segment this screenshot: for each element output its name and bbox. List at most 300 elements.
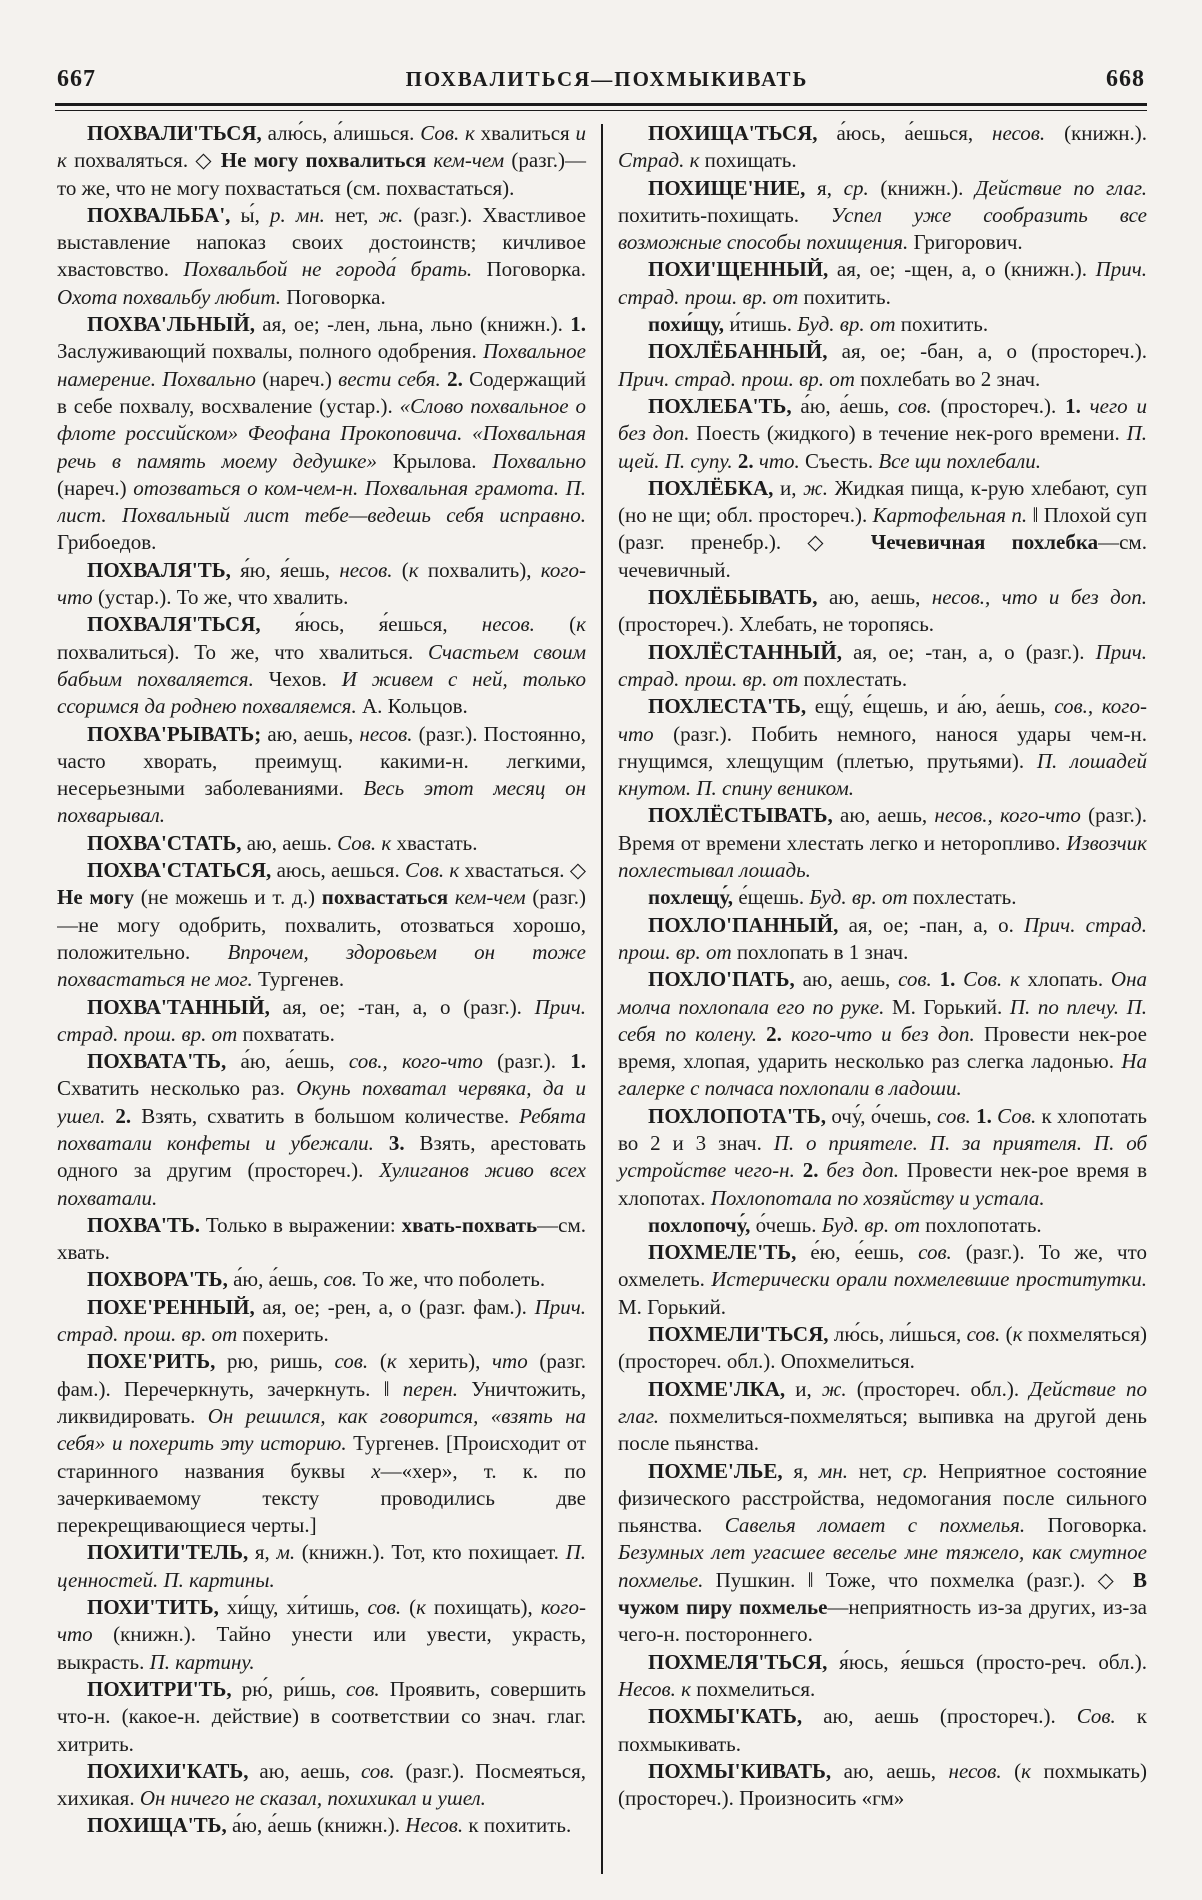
entry-segment: ПОХЛЁБЫВАТЬ, (648, 585, 829, 610)
entry-segment: Счастьем своим бабьим похваляется. (57, 639, 586, 691)
dictionary-entry (618, 884, 1147, 911)
entry-segment: ПОХВОРА'ТЬ, (87, 1267, 234, 1292)
entry-segment: ПОХВА'РЫВАТЬ; (87, 721, 268, 746)
dictionary-entry (618, 584, 1147, 639)
entry-segment: похмелиться. (696, 1676, 816, 1701)
entry-segment: Крылова. (392, 448, 493, 473)
entry-segment: несов., кого-что (934, 803, 1089, 828)
entry-segment: вести себя. (338, 366, 448, 391)
dictionary-entry (57, 1212, 586, 1267)
entry-segment: похитить. (900, 312, 989, 337)
dictionary-entry (618, 175, 1147, 257)
column-left (57, 120, 586, 1874)
entry-segment: похвастаться (321, 885, 455, 910)
entry-segment: ( (1005, 1322, 1013, 1347)
entry-segment: Он ничего не сказал, похихикал и ушел. (139, 1786, 486, 1811)
entry-segment: ‖ Плохой суп (разг. пренебр.). ◇ (618, 503, 1147, 555)
entry-segment: ПОХИТРИ'ТЬ, (87, 1676, 242, 1701)
entry-segment: 1. (570, 1049, 586, 1074)
entry-segment: Не могу (57, 885, 141, 910)
entry-segment: 2. (447, 366, 470, 391)
dictionary-entry (618, 693, 1147, 802)
entry-segment: ср. (902, 1458, 939, 1483)
dictionary-entry (618, 1649, 1147, 1704)
entry-segment: несов. (359, 721, 419, 746)
dictionary-entry (618, 311, 1147, 338)
entry-segment: На галерке с полчаса похлопали в ладоши. (618, 1049, 1147, 1101)
entry-segment: Прич. страд. прош. вр. от (57, 1294, 586, 1347)
entry-segment: аю, аешь (простореч.). (823, 1704, 1077, 1729)
entry-segment: что. (758, 448, 806, 473)
entry-segment: похлестать. (803, 666, 908, 691)
entry-segment: Прич. страд. прош. вр. от (618, 639, 1147, 691)
entry-segment: ПОХЛЕБА'ТЬ, (648, 393, 801, 418)
entry-segment: (не можешь и т. д.) (140, 885, 322, 910)
entry-segment: (разг.). Время от времени хлестать легко и неторопливо. (618, 803, 1147, 855)
entry-segment: Съесть. (805, 448, 879, 473)
entry-segment: В чужом пиру похмелье (618, 1567, 1147, 1620)
entry-segment: к (1021, 1758, 1044, 1783)
dictionary-entry (57, 1048, 586, 1212)
entry-segment: Прич. страд. прош. вр. от (57, 994, 586, 1046)
entry-segment: ПОХВА'ТАННЫЙ, (87, 994, 283, 1019)
entry-segment: Пушкин. ‖ Тоже, что похмелка (разг.). ◇ (715, 1567, 1133, 1592)
entry-segment: Сов. к (420, 121, 481, 145)
dictionary-entry (57, 1758, 586, 1813)
entry-segment: Провести нек-рое время в хлопотах. (618, 1158, 1147, 1210)
entry-segment: а́ю, а́ешь, (800, 393, 898, 418)
entry-segment: Окунь похватал червяка, да и ушел. (57, 1076, 586, 1128)
entry-segment: Буд. вр. от (797, 312, 901, 337)
entry-segment: Ребята похватали конфеты и убежали. (57, 1103, 586, 1155)
entry-segment: ПОХМЕ'ЛКА, (648, 1376, 796, 1401)
dictionary-entry (57, 1594, 586, 1676)
entry-segment: хвать-похвать (401, 1212, 538, 1237)
text-columns (57, 120, 1147, 1874)
entry-segment: похватать. (242, 1021, 335, 1046)
entry-segment: (простореч.). Хлебать, не торопясь. (618, 612, 935, 637)
entry-segment: И живем с ней, только ссоримся да роднею похваляемся. (57, 666, 586, 719)
entry-segment: я, (817, 175, 844, 200)
entry-segment: Взять, схватить в большом количестве. (141, 1103, 520, 1128)
entry-segment: а́ю, а́ешь, (240, 1049, 349, 1074)
entry-segment: а́юсь, а́ешься, (836, 121, 993, 145)
dictionary-entry (618, 1703, 1147, 1758)
entry-segment: несов. (948, 1758, 1015, 1783)
entry-segment: ср. (843, 175, 881, 200)
entry-segment: похлопотать. (925, 1212, 1042, 1237)
entry-segment: к похмыкивать. (618, 1704, 1147, 1756)
entry-segment: кем-чем (433, 148, 512, 173)
left-page-number: 667 (57, 66, 96, 92)
entry-segment: сов. (323, 1267, 363, 1292)
entry-segment: М. Горький. (618, 1294, 726, 1319)
entry-segment: П. ценностей. П. картины. (57, 1540, 586, 1592)
entry-segment: Поговорка. (486, 257, 586, 282)
entry-segment: 2. (737, 448, 759, 473)
dictionary-entry (618, 1212, 1147, 1239)
entry-segment: ПОХМЕЛЕ'ТЬ, (648, 1240, 811, 1265)
entry-segment: Весь этот месяц он похварывал. (57, 776, 586, 828)
dictionary-entry (618, 912, 1147, 967)
entry-segment: (разг.). Хвастливое выставление напоказ своих достоинств; кичливое хвастовство. (57, 202, 586, 282)
entry-segment: к (386, 1349, 409, 1374)
entry-segment: 1. (939, 967, 964, 992)
entry-segment: без доп. (826, 1158, 907, 1183)
entry-segment: Содержащий в себе похвалу, восхваление (устар.). (57, 366, 586, 418)
entry-segment: (простореч. обл.). (856, 1376, 1030, 1401)
entry-segment: Сов. (1076, 1704, 1137, 1729)
entry-segment: сов. (346, 1676, 390, 1701)
entry-segment: а́ю, а́ешь, (233, 1267, 324, 1292)
dictionary-entry (57, 857, 586, 993)
entry-segment: —неприятность из-за других, из-за чего-н. постороннего. (618, 1595, 1147, 1647)
entry-segment: я, (793, 1458, 819, 1483)
entry-segment: похитить. (803, 284, 891, 309)
entry-segment: (разг.). Посмеяться, хихикая. (57, 1758, 586, 1811)
entry-segment: похерить. (242, 1322, 329, 1347)
entry-segment: похлопать в 1 знач. (736, 939, 909, 964)
entry-segment: (устар.). То же, что хвалить. (97, 585, 349, 610)
entry-segment: о́чешь. (755, 1212, 822, 1237)
dictionary-entry (618, 1458, 1147, 1649)
entry-segment: хи́щу, хи́тишь, (226, 1595, 368, 1620)
entry-segment: (нареч.) (262, 366, 339, 391)
entry-segment: к (1012, 1322, 1028, 1347)
entry-segment: Тургенев. [Происходит от старинного названия буквы (57, 1431, 586, 1483)
entry-segment: ( (1014, 1758, 1022, 1783)
entry-segment: Охота похвальбу любит. (57, 284, 287, 309)
entry-segment: Прич. страд. прош. вр. от (618, 257, 1147, 309)
entry-segment: ПОХИТИ'ТЕЛЬ, (87, 1540, 255, 1565)
entry-segment: Поговорка. (286, 284, 386, 309)
entry-segment: я́юсь, я́ешься, (294, 612, 482, 637)
entry-segment: похищать. (704, 148, 797, 173)
entry-segment: Сов. к (963, 967, 1028, 992)
entry-segment: ПОХЛЁСТАННЫЙ, (648, 639, 854, 664)
entry-segment: и к (57, 121, 586, 173)
entry-segment: Не могу похвалиться (220, 148, 434, 173)
entry-segment: ПОХВА'СТАТЬ, (87, 830, 247, 855)
entry-segment: ПОХЛЕСТА'ТЬ, (648, 694, 815, 719)
entry-segment: ая, ое; -рен, а, о (разг. фам.). (262, 1294, 535, 1319)
entry-segment: ая, ое; -лен, льна, льно (книжн.). (262, 312, 571, 337)
entry-segment: ПОХМЕЛИ'ТЬСЯ, (648, 1322, 834, 1347)
entry-segment: я́юсь, я́ешься (просто-реч. обл.). (839, 1649, 1147, 1674)
entry-segment: Похлопотала по хозяйству и устала. (710, 1185, 1045, 1210)
entry-segment: кого-что и без доп. (791, 1021, 984, 1046)
entry-segment: ( (379, 1349, 387, 1374)
entry-segment: чего и без доп. (618, 393, 1147, 446)
entry-segment: и́тишь. (729, 312, 798, 337)
entry-segment: ПОХЛЁБАННЫЙ, (648, 339, 842, 364)
entry-segment: Прич. страд. прош. вр. от (618, 366, 861, 391)
entry-segment: хлопать. (1027, 967, 1111, 992)
entry-segment: Тургенев. (257, 967, 345, 992)
entry-segment: похлестать. (912, 885, 1017, 910)
entry-segment: ая, ое; -пан, а, о. (848, 912, 1025, 937)
entry-segment: (книжн.). Тайно унести или увести, украсть, выкрасть. (57, 1622, 586, 1674)
entry-segment: ая, ое; -тан, а, о (разг.). (282, 994, 535, 1019)
entry-segment: (разг.). (497, 1049, 571, 1074)
dictionary-entry (57, 557, 586, 612)
entry-segment: ПОХИ'ТИТЬ, (87, 1595, 227, 1620)
entry-segment: —см. чечевичный. (618, 530, 1147, 582)
entry-segment: ПОХМЕЛЯ'ТЬСЯ, (648, 1649, 840, 1674)
entry-segment: (разг.). Постоянно, часто хворать, преимущ. какими-н. легкими, несерьезными заболеваниями. (57, 721, 586, 801)
entry-segment: аю, аешь. (246, 830, 338, 855)
entry-segment: А. Кольцов. (361, 694, 468, 719)
entry-segment: и, (780, 475, 804, 500)
entry-segment: хвастаться. ◇ (464, 858, 586, 883)
dictionary-entry (618, 256, 1147, 311)
dictionary-entry (57, 721, 586, 830)
column-right (618, 120, 1147, 1874)
entry-segment: (разг.)—не могу одобрить, похвалить, отозваться хорошо, положительно. (57, 885, 586, 964)
entry-segment: Чехов. (268, 666, 342, 691)
entry-segment: ПОХЛО'ПАТЬ, (648, 967, 803, 992)
entry-segment: —«хер», т. к. по зачеркиваемому тексту проводились две перекрещивающиеся черты.] (57, 1458, 586, 1538)
entry-segment: (разг.). Побить немного, нанося удары чем-н. гнущимся, хлещущим (плетью, прутьями). (618, 721, 1147, 773)
entry-segment: аю, аешь, (267, 721, 360, 746)
entry-segment: аю, аешь, (259, 1758, 361, 1783)
entry-segment: ПОХВАТА'ТЬ, (87, 1049, 241, 1074)
dictionary-entry (57, 611, 586, 720)
entry-segment: кого-что (57, 557, 587, 610)
entry-segment: ПОХМЫ'КАТЬ, (648, 1704, 824, 1729)
dictionary-entry (618, 1103, 1147, 1212)
entry-segment: похвалиться). То же, что хвалиться. (57, 639, 428, 664)
entry-segment: похлещу́, (648, 885, 739, 910)
dictionary-entry (57, 1812, 586, 1839)
entry-segment: м. (276, 1540, 302, 1565)
entry-segment: нет, (335, 202, 379, 227)
entry-segment: несов., что и без доп. (931, 585, 1147, 610)
entry-segment: аю, аешь, (840, 803, 935, 828)
entry-segment: П. картину. (149, 1649, 255, 1674)
entry-segment: П. лошадей кнутом. П. спину веником. (618, 748, 1147, 801)
dictionary-entry (618, 1758, 1147, 1813)
entry-segment: М. Горький. (891, 994, 1010, 1019)
dictionary-entry (57, 1348, 586, 1539)
entry-segment: похмелиться-похмеляться; выпивка на другой день после пьянства. (618, 1403, 1147, 1456)
entry-segment: сов. (334, 1349, 380, 1374)
entry-segment: херить), (408, 1349, 493, 1374)
entry-segment: ПОХМЫ'КИВАТЬ, (648, 1758, 844, 1783)
entry-segment: П. по плечу. П. себя по колену. (618, 994, 1147, 1046)
entry-segment: П. щей. П. супу. (618, 421, 1147, 473)
dictionary-entry (57, 994, 586, 1049)
entry-segment: а́ю, а́ешь (книжн.). (231, 1813, 406, 1838)
entry-segment: 2. (766, 1021, 792, 1046)
entry-segment: похлопочу́, (648, 1212, 756, 1237)
dictionary-entry (57, 311, 586, 557)
dictionary-entry (57, 120, 586, 202)
entry-segment: Извозчик похлестывал лошадь. (618, 830, 1147, 883)
entry-segment: Поесть (жидкого) в течение нек-рого времени. (696, 421, 1127, 446)
entry-segment: сов. (937, 1103, 977, 1128)
entry-segment: Заслуживающий похвалы, полного одобрения. (57, 339, 483, 364)
entry-segment: ж. (378, 202, 414, 227)
entry-segment: ( (569, 612, 577, 637)
entry-segment: Картофельная п. (872, 503, 1033, 528)
entry-segment: похмыкать) (простореч.). Произносить «гм» (618, 1758, 1147, 1811)
entry-segment: ПОХИЩА'ТЬСЯ, (648, 121, 837, 145)
entry-segment: р. мн. (269, 202, 335, 227)
entry-segment: е́щешь. (738, 885, 810, 910)
entry-segment: несов. (992, 121, 1065, 145)
dictionary-entry (618, 475, 1147, 584)
entry-segment: (разг.). То же, что охмелеть. (618, 1240, 1147, 1292)
entry-segment: Буд. вр. от (821, 1212, 926, 1237)
entry-segment: похваляться. ◇ (74, 148, 221, 173)
entry-segment: отозваться о ком-чем-н. Похвальная грамота. П. лист. Похвальный лист тебе—ведешь себя исправно. (57, 475, 586, 528)
entry-segment: похищать), (433, 1595, 541, 1620)
entry-segment: ПОХЛЁСТЫВАТЬ, (648, 803, 841, 828)
entry-segment: (нареч.) (57, 475, 134, 500)
entry-segment: похвалить), (427, 557, 541, 582)
entry-segment: ПОХЛЁБКА, (648, 475, 781, 500)
dictionary-entry (57, 1294, 586, 1349)
entry-segment: Сов. (997, 1103, 1042, 1128)
entry-segment: сов. (897, 393, 941, 418)
entry-segment: Уничтожить, ликвидировать. (57, 1376, 586, 1428)
entry-segment: Сов. к (337, 830, 397, 855)
entry-segment: (простореч.). (940, 393, 1066, 418)
entry-segment: (книжн.). Тот, кто похищает. (301, 1540, 566, 1565)
entry-segment: ая, ое; -бан, а, о (простореч.). (841, 339, 1147, 364)
entry-segment: аю, аешь, (802, 967, 899, 992)
entry-segment: Жидкая пища, к-рую хлебают, суп (но не щи; обл. простореч.). (618, 475, 1147, 528)
entry-segment: Неприятное состояние физического расстройства, недомогания после сильного пьянства. (618, 1458, 1147, 1538)
entry-segment: ПОХВАЛИ'ТЬСЯ, (87, 121, 268, 145)
entry-segment: и, (795, 1376, 822, 1401)
entry-segment: ПОХИХИ'КАТЬ, (87, 1758, 260, 1783)
entry-segment: Прич. страд. прош. вр. от (618, 912, 1147, 964)
entry-segment: сов. (367, 1595, 410, 1620)
entry-segment: «Слово похвальное о флоте российском» Феофана Прокоповича. «Похвальная речь в память моему дедушке» (57, 393, 586, 473)
entry-segment: Савелья ломает с похмелья. (724, 1513, 1048, 1538)
dictionary-entry (618, 338, 1147, 393)
dictionary-entry (57, 830, 586, 857)
entry-segment: —см. хвать. (57, 1212, 586, 1265)
entry-segment: что (492, 1349, 540, 1374)
entry-segment: кого-что (57, 1595, 586, 1647)
running-title: ПОХВАЛИТЬСЯ—ПОХМЫКИВАТЬ (405, 67, 809, 91)
entry-segment: Похвально (492, 448, 586, 473)
entry-segment: ая, ое; -тан, а, о (разг.). (853, 639, 1096, 664)
entry-segment: очу́, о́чешь, (831, 1103, 938, 1128)
entry-segment: Он решился, как говорится, «взять на себя» и похерить эту историю. (57, 1403, 586, 1456)
entry-segment: Успел уже сообразить все возможные способы похищения. (618, 202, 1147, 255)
entry-segment: Действие по глаг. (975, 175, 1147, 200)
entry-segment: похитить-похищать. (618, 202, 832, 227)
entry-segment: Она молча похлопала его по руке. (618, 967, 1147, 1019)
entry-segment: Несов. (405, 1813, 469, 1838)
entry-segment: аю, аешь, (828, 585, 932, 610)
entry-segment: Грибоедов. (57, 530, 157, 555)
entry-segment: 1. (976, 1103, 998, 1128)
dictionary-entry (618, 1321, 1147, 1376)
entry-segment: к (408, 557, 428, 582)
entry-segment: похлебать во 2 знач. (860, 366, 1041, 391)
entry-segment: алю́сь, а́лишься. (267, 121, 421, 145)
entry-segment: Поговорка. (1047, 1513, 1147, 1538)
entry-segment: (книжн.). (1064, 121, 1147, 145)
entry-segment: Страд. к (618, 148, 705, 173)
entry-segment: ПОХЕ'РИТЬ, (87, 1349, 227, 1374)
entry-segment: мн. (818, 1458, 859, 1483)
entry-segment: ПОХВАЛЬБА', (87, 202, 241, 227)
entry-segment: похи́щу, (648, 312, 730, 337)
entry-segment: Похвальбой не города́ брать. (183, 257, 487, 282)
entry-segment: к похитить. (468, 1813, 572, 1838)
entry-segment: Буд. вр. от (809, 885, 913, 910)
entry-segment: сов. (966, 1322, 1006, 1347)
entry-segment: я́ю, я́ешь, (240, 557, 340, 582)
entry-segment: х (371, 1458, 381, 1483)
entry-segment: ПОХИ'ЩЕННЫЙ, (648, 257, 837, 282)
entry-segment: я, (254, 1540, 277, 1565)
entry-segment: несов. (339, 557, 402, 582)
header-rule (55, 103, 1147, 111)
entry-segment: ы́, (240, 202, 270, 227)
entry-segment: хвалиться (480, 121, 576, 145)
entry-segment: Только в выражении: (205, 1212, 402, 1237)
entry-segment: ПОХВАЛЯ'ТЬ, (87, 557, 241, 582)
entry-segment: ж. (821, 1376, 857, 1401)
entry-segment: ПОХИЩА'ТЬ, (87, 1813, 232, 1838)
entry-segment: похмеляться) (простореч. обл.). Опохмелиться. (618, 1322, 1147, 1374)
entry-segment: ( (409, 1595, 417, 1620)
dictionary-entry (57, 202, 586, 311)
entry-segment: 2. (115, 1103, 142, 1128)
entry-segment: сов. (361, 1758, 406, 1783)
dictionary-entry (57, 1539, 586, 1594)
page-header (57, 66, 1145, 93)
dictionary-entry (57, 1266, 586, 1293)
entry-segment: ПОХВАЛЯ'ТЬСЯ, (87, 612, 295, 637)
entry-segment: ж. (803, 475, 835, 500)
entry-segment: (книжн.). (880, 175, 976, 200)
dictionary-entry (618, 802, 1147, 884)
dictionary-entry (618, 393, 1147, 475)
entry-segment: Действие по глаг. (618, 1376, 1147, 1428)
entry-segment: е́ю, е́ешь, (810, 1240, 919, 1265)
entry-segment: Впрочем, здоровьем он тоже похвастаться не мог. (57, 939, 586, 992)
entry-segment: хвастать. (396, 830, 478, 855)
column-divider-rule (601, 124, 603, 1874)
entry-segment: сов. (918, 1240, 966, 1265)
entry-segment: Все щи похлебали. (878, 448, 1041, 473)
entry-segment: ПОХИЩЕ'НИЕ, (648, 175, 818, 200)
dictionary-entry (57, 1676, 586, 1758)
entry-segment: Провести нек-рое время, хлопая, ударить несколько раз слегка ладонью. (618, 1021, 1147, 1074)
entry-segment: Григорович. (913, 230, 1023, 255)
entry-segment: несов. (481, 612, 570, 637)
entry-segment: сов., кого-что (618, 694, 1147, 746)
entry-segment: Безумных лет угасшее веселье мне тяжело, как смутное похмелье. (618, 1540, 1147, 1592)
entry-segment: ПОХЕ'РЕННЫЙ, (87, 1294, 263, 1319)
entry-segment: Сов. к (405, 858, 465, 883)
entry-segment: аюсь, аешься. (276, 858, 406, 883)
entry-segment: ПОХМЕ'ЛЬЕ, (648, 1458, 794, 1483)
dictionary-entry (618, 1239, 1147, 1321)
dictionary-entry (618, 1376, 1147, 1458)
entry-segment: 1. (1065, 393, 1090, 418)
entry-segment: ( (401, 557, 409, 582)
entry-segment: П. о приятеле. П. за приятеля. П. об устройстве чего-н. (618, 1130, 1147, 1183)
